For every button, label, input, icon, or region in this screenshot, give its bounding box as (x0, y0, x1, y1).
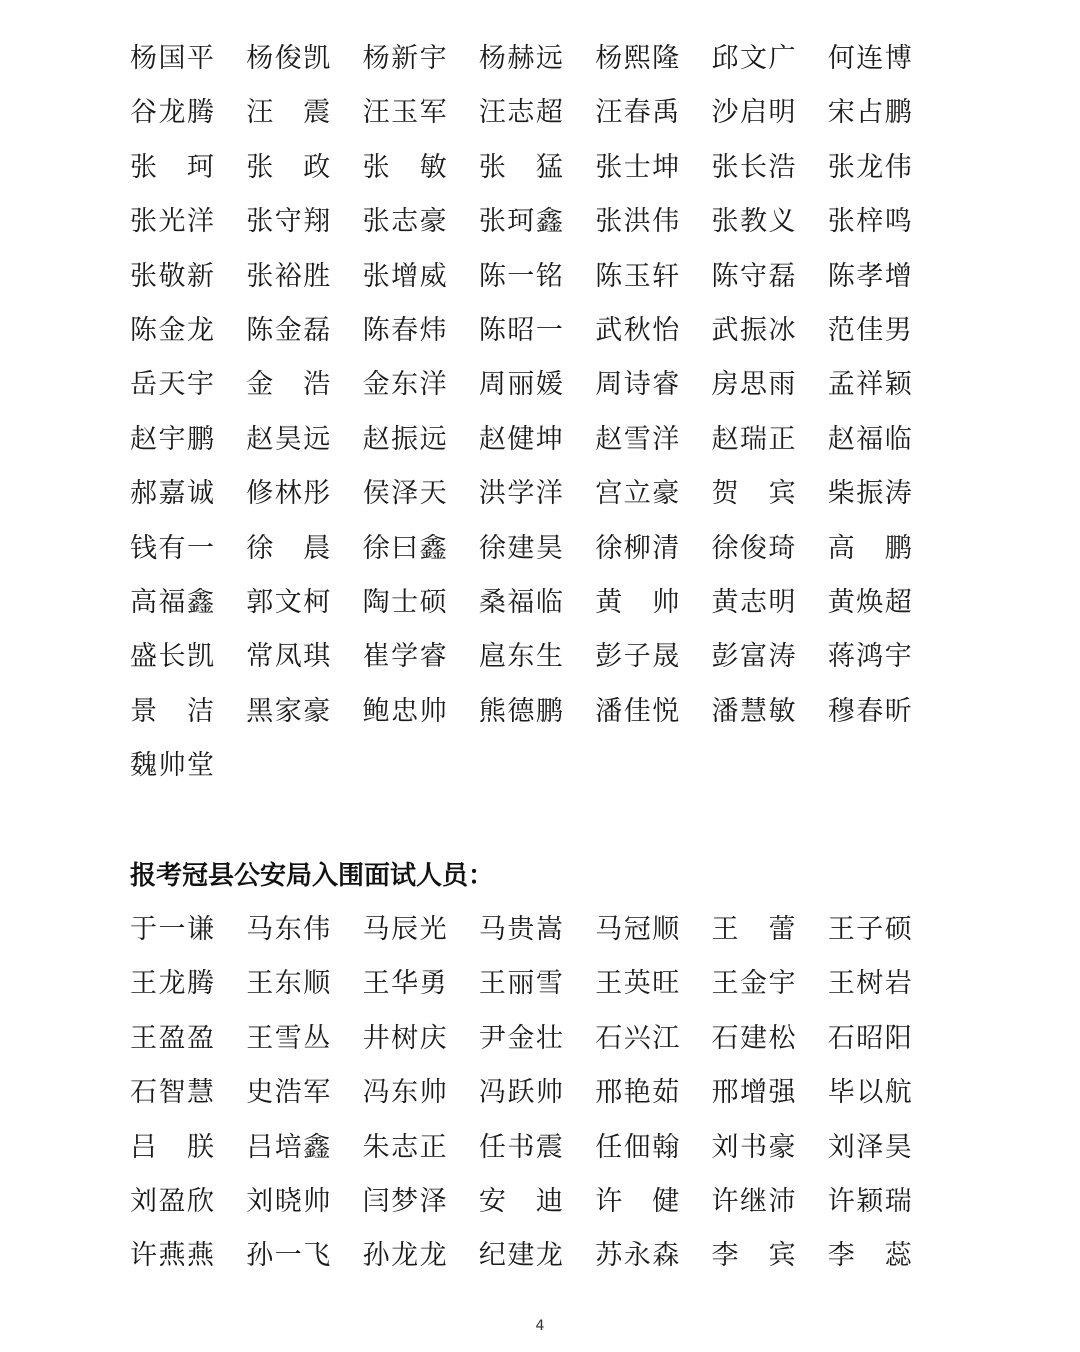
name-entry: 武 振 冰 (711, 314, 796, 346)
name-entry: 陈 守 磊 (711, 260, 796, 292)
name-entry: 赵 雪 洋 (595, 423, 680, 455)
name-entry: 杨 新 宇 (362, 43, 447, 74)
name-entry: 尹 金 壮 (478, 1022, 563, 1054)
name-entry: 张 政 (246, 151, 331, 183)
name-entry: 魏 帅 堂 (130, 750, 214, 782)
name-entry: 王 金 宇 (711, 968, 796, 1000)
name-entry: 冯 东 帅 (362, 1077, 447, 1109)
name-entry: 任 佃 翰 (595, 1131, 680, 1163)
name-entry: 孙 一 飞 (246, 1240, 331, 1272)
name-entry: 陈 一 铭 (478, 260, 563, 292)
name-entry: 鲍 忠 帅 (362, 695, 447, 727)
name-entry: 史 浩 军 (246, 1077, 331, 1109)
name-list-1 (130, 32, 944, 793)
name-entry: 石 昭 阳 (827, 1022, 912, 1054)
name-entry: 马 东 伟 (246, 914, 331, 945)
name-entry: 盛 长 凯 (130, 641, 214, 673)
name-entry: 景 洁 (130, 695, 214, 727)
name-entry: 穆 春 昕 (827, 695, 912, 727)
name-entry: 赵 宇 鹏 (130, 423, 214, 455)
name-entry: 陶 士 硕 (362, 586, 447, 618)
name-entry: 贺 宾 (711, 478, 796, 510)
name-entry: 石 智 慧 (130, 1077, 214, 1109)
name-entry: 陈 金 磊 (246, 314, 331, 346)
name-entry: 许 健 (595, 1185, 680, 1217)
name-entry: 熊 德 鹏 (478, 695, 563, 727)
name-entry: 何 连 博 (827, 43, 912, 74)
name-entry: 黄 帅 (595, 586, 680, 618)
name-entry: 汪 玉 军 (362, 97, 447, 129)
name-entry: 苏 永 森 (595, 1240, 680, 1272)
name-entry: 黄 焕 超 (827, 586, 912, 618)
name-entry: 石 兴 江 (595, 1022, 680, 1054)
name-entry: 宫 立 豪 (595, 478, 680, 510)
name-entry: 王 东 顺 (246, 968, 331, 1000)
name-entry: 张 裕 胜 (246, 260, 331, 292)
name-entry: 陈 孝 增 (827, 260, 912, 292)
name-entry: 张 猛 (478, 151, 563, 183)
name-entry: 潘 佳 悦 (595, 695, 680, 727)
name-entry: 崔 学 睿 (362, 641, 447, 673)
name-entry: 邢 增 强 (711, 1077, 796, 1109)
name-entry: 周 诗 睿 (595, 369, 680, 401)
name-entry: 石 建 松 (711, 1022, 796, 1054)
name-entry: 赵 健 坤 (478, 423, 563, 455)
name-entry: 赵 昊 远 (246, 423, 331, 455)
name-entry: 马 辰 光 (362, 914, 447, 945)
name-entry: 侯 泽 天 (362, 478, 447, 510)
name-entry: 纪 建 龙 (478, 1240, 563, 1272)
name-entry: 许 颖 瑞 (827, 1185, 912, 1217)
name-entry: 闫 梦 泽 (362, 1185, 447, 1217)
name-entry: 陈 昭 一 (478, 314, 563, 346)
name-entry: 洪 学 洋 (478, 478, 563, 510)
name-entry: 邢 艳 茹 (595, 1077, 680, 1109)
name-entry: 吕 朕 (130, 1131, 214, 1163)
name-entry: 钱 有 一 (130, 532, 214, 564)
name-entry: 周 丽 媛 (478, 369, 563, 401)
name-entry: 刘 盈 欣 (130, 1185, 214, 1217)
name-entry: 张 守 翔 (246, 206, 331, 238)
name-entry: 张 长 浩 (711, 151, 796, 183)
name-entry: 安 迪 (478, 1185, 563, 1217)
page-number: 4 (535, 1318, 545, 1334)
name-entry: 汪 志 超 (478, 97, 563, 129)
name-entry: 徐 建 昊 (478, 532, 563, 564)
name-entry: 徐 柳 清 (595, 532, 680, 564)
name-entry: 赵 振 远 (362, 423, 447, 455)
name-entry: 宋 占 鹏 (827, 97, 912, 129)
name-entry: 王 丽 雪 (478, 968, 563, 1000)
name-entry: 金 东 洋 (362, 369, 447, 401)
name-entry: 刘 晓 帅 (246, 1185, 331, 1217)
name-entry: 杨 赫 远 (478, 43, 563, 74)
name-entry: 冯 跃 帅 (478, 1077, 563, 1109)
name-entry: 张 教 义 (711, 206, 796, 238)
name-entry: 柴 振 涛 (827, 478, 912, 510)
name-entry: 张 志 豪 (362, 206, 447, 238)
name-entry: 孙 龙 龙 (362, 1240, 447, 1272)
name-entry: 沙 启 明 (711, 97, 796, 129)
name-entry: 李 蕊 (827, 1240, 912, 1272)
section-heading: 报考冠县公安局入围面试人员： (130, 861, 495, 891)
name-entry: 王 蕾 (711, 914, 796, 945)
name-entry: 彭 子 晟 (595, 641, 680, 673)
name-entry: 赵 瑞 正 (711, 423, 796, 455)
name-entry: 许 燕 燕 (130, 1240, 214, 1272)
name-entry: 井 树 庆 (362, 1022, 447, 1054)
name-entry: 汪 春 禹 (595, 97, 680, 129)
name-entry: 张 增 威 (362, 260, 447, 292)
name-entry: 张 龙 伟 (827, 151, 912, 183)
name-entry: 黄 志 明 (711, 586, 796, 618)
name-entry: 郭 文 柯 (246, 586, 331, 618)
name-entry: 张 洪 伟 (595, 206, 680, 238)
name-entry: 张 敏 (362, 151, 447, 183)
name-entry: 张 珂 (130, 151, 214, 183)
name-entry: 陈 金 龙 (130, 314, 214, 346)
name-entry: 杨 熙 隆 (595, 43, 680, 74)
name-entry: 高 鹏 (827, 532, 912, 564)
name-entry: 杨 俊 凯 (246, 43, 331, 74)
name-entry: 潘 慧 敏 (711, 695, 796, 727)
name-entry: 徐 俊 琦 (711, 532, 796, 564)
name-entry: 孟 祥 颖 (827, 369, 912, 401)
name-entry: 刘 泽 昊 (827, 1131, 912, 1163)
name-entry: 王 华 勇 (362, 968, 447, 1000)
name-entry: 扈 东 生 (478, 641, 563, 673)
name-entry: 修 林 彤 (246, 478, 331, 510)
name-entry: 张 光 洋 (130, 206, 214, 238)
name-entry: 岳 天 宇 (130, 369, 214, 401)
name-entry: 马 贵 嵩 (478, 914, 563, 945)
name-entry: 张 梓 鸣 (827, 206, 912, 238)
name-entry: 吕 培 鑫 (246, 1131, 331, 1163)
name-entry: 谷 龙 腾 (130, 97, 214, 129)
name-entry: 黑 家 豪 (246, 695, 331, 727)
name-entry: 王 龙 腾 (130, 968, 214, 1000)
name-entry: 徐 曰 鑫 (362, 532, 447, 564)
name-entry: 常 凤 琪 (246, 641, 331, 673)
name-entry: 金 浩 (246, 369, 331, 401)
name-entry: 张 珂 鑫 (478, 206, 563, 238)
name-entry: 朱 志 正 (362, 1131, 447, 1163)
name-entry: 汪 震 (246, 97, 331, 129)
name-entry: 赵 福 临 (827, 423, 912, 455)
name-entry: 于 一 谦 (130, 914, 214, 945)
name-entry: 彭 富 涛 (711, 641, 796, 673)
name-entry: 武 秋 怡 (595, 314, 680, 346)
name-entry: 房 思 雨 (711, 369, 796, 401)
name-entry: 刘 书 豪 (711, 1131, 796, 1163)
name-entry: 徐 晨 (246, 532, 331, 564)
name-entry: 张 敬 新 (130, 260, 214, 292)
name-entry: 陈 春 炜 (362, 314, 447, 346)
name-entry: 郝 嘉 诚 (130, 478, 214, 510)
name-entry: 王 树 岩 (827, 968, 912, 1000)
name-entry: 邱 文 广 (711, 43, 796, 74)
name-entry: 桑 福 临 (478, 586, 563, 618)
name-entry: 范 佳 男 (827, 314, 912, 346)
name-list-2 (130, 903, 944, 1284)
name-entry: 李 宾 (711, 1240, 796, 1272)
name-entry: 毕 以 航 (827, 1077, 912, 1109)
name-entry: 杨 国 平 (130, 43, 214, 74)
name-entry: 任 书 震 (478, 1131, 563, 1163)
name-entry: 王 雪 丛 (246, 1022, 331, 1054)
name-entry: 蒋 鸿 宇 (827, 641, 912, 673)
name-entry: 陈 玉 轩 (595, 260, 680, 292)
name-entry: 许 继 沛 (711, 1185, 796, 1217)
name-entry: 王 盈 盈 (130, 1022, 214, 1054)
name-entry: 高 福 鑫 (130, 586, 214, 618)
name-entry: 王 子 硕 (827, 914, 912, 945)
name-entry: 张 士 坤 (595, 151, 680, 183)
name-entry: 马 冠 顺 (595, 914, 680, 945)
name-entry: 王 英 旺 (595, 968, 680, 1000)
